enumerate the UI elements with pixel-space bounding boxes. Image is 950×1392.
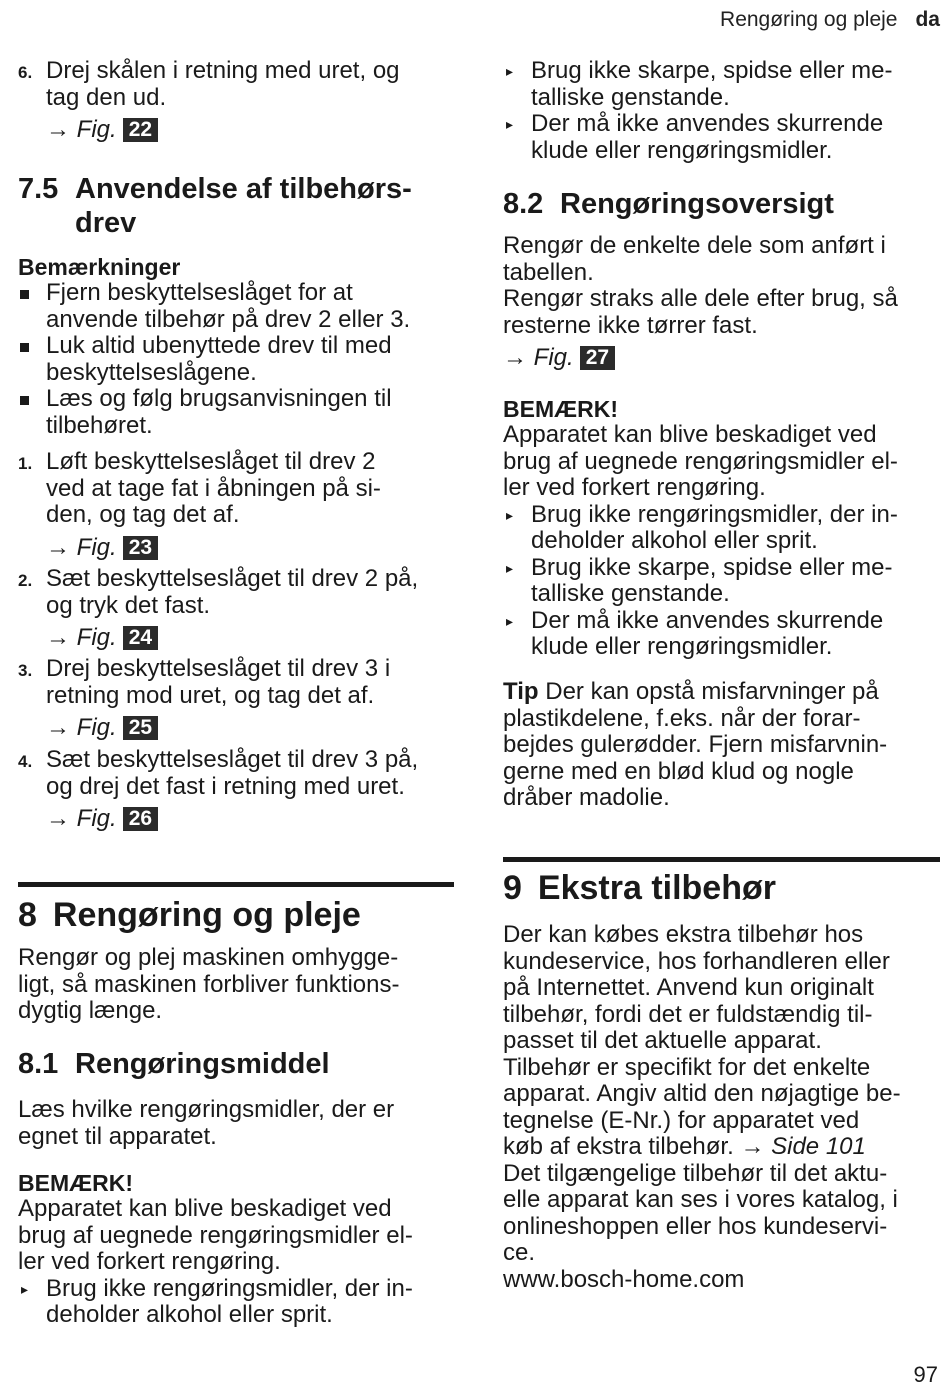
triangle-bullet-icon: ▸ [506, 612, 514, 629]
chapter-9 [503, 857, 940, 1293]
square-bullet-icon [20, 343, 29, 352]
notice-block [18, 1170, 454, 1329]
section-title: Anvendelse af tilbehørs- [75, 173, 412, 205]
tip-label: Tip [503, 678, 539, 705]
chapter-text: Der kan købes ekstra tilbehør hos kundeservice, hos forhandleren eller på Internettet. Anvend kun originalt tilbehør, fordi det er fuldstændig til- passet til det aktuelle apparat. Tilbehør er specifikt for det enkelte apparat. Angiv altid den nøjagtige be- tegnelse (E-Nr.) for apparatet ved køb af ekstra tilbehør. → Side 101 Det tilgængelige tilbehør til det aktu- elle apparat kan ses i vores katalog, i onlineshoppen eller hos kundeservi- ce. www.bosch-home.com [503, 921, 901, 1293]
step-number: 6. [18, 63, 33, 82]
fig-label: Fig. [76, 116, 117, 143]
arrow-right-icon: → [503, 344, 527, 371]
triangle-bullet-icon: ▸ [21, 1280, 29, 1297]
arrow-right-icon: → [740, 1133, 765, 1160]
section-number: 8.2 [503, 188, 544, 220]
figure-reference: → Fig. 26 [46, 806, 454, 833]
triangle-bullet-icon: ▸ [506, 116, 514, 132]
step-3: 3. Drej beskyttelseslåget til drev 3 i retning mod uret, og tag det af. → Fig. 25 [18, 656, 454, 742]
square-bullet-icon [20, 290, 29, 299]
triangle-bullet-icon: ▸ [506, 63, 514, 79]
notice-bullet: ▸ Der må ikke anvendes skurrende klude eller rengøringsmidler. [506, 606, 884, 660]
page-number: 97 [913, 1362, 938, 1387]
arrow-right-icon: → [46, 805, 70, 832]
step-2: 2. Sæt beskyttelseslåget til drev 2 på, og tryk det fast. → Fig. 24 [18, 566, 454, 652]
step-text: tag den ud. [46, 83, 167, 111]
bullet-item: ▸ Der må ikke anvendes skurrende klude eller rengøringsmidler. [506, 110, 884, 164]
notice-bullet: ▸ Brug ikke rengøringsmidler, der in- deholder alkohol eller sprit. [21, 1274, 413, 1328]
notice-text: Apparatet kan blive beskadiget ved brug af uegnede rengøringsmidler el- ler ved forkert rengøring. [503, 421, 898, 501]
arrow-right-icon: → [46, 714, 70, 741]
step-4: 4. Sæt beskyttelseslåget til drev 3 på, og drej det fast i retning med uret. → Fig. 26 [18, 747, 454, 833]
figure-reference: → Fig. 24 [46, 625, 454, 652]
notice-bullet: ▸ Brug ikke rengøringsmidler, der in- deholder alkohol eller sprit. [506, 500, 898, 554]
bullet-item: ▸ Brug ikke skarpe, spidse eller me- talliske genstande. [506, 57, 893, 111]
step-6 [18, 58, 454, 144]
step-1: 1. Løft beskyttelseslåget til drev 2 ved at tage fat i åbningen på si- den, og tag det af. → Fig. 23 [18, 449, 454, 561]
notice-label: BEMÆRK! [18, 1170, 133, 1196]
figure-number-badge: 25 [123, 716, 158, 740]
step-text: Drej skålen i retning med uret, og [46, 57, 400, 84]
section-title: Rengøringsoversigt [560, 188, 834, 220]
triangle-bullet-icon: ▸ [506, 559, 514, 576]
tip-block: Tip Der kan opstå misfarvninger på plastikdelene, f.eks. når der forar- bejdes gulerødder. Fjern misfarvnin- gerne med en blød klud og nogle dråber madolie. [503, 678, 888, 811]
notes-block [18, 254, 454, 439]
figure-number-badge: 27 [580, 346, 615, 370]
note-item: Læs og følg brugsanvisningen til tilbehøret. [18, 386, 454, 439]
step-number: 1. [18, 454, 33, 473]
notice-block [503, 396, 940, 661]
note-item: Fjern beskyttelseslåget for at anvende tilbehør på drev 2 eller 3. [18, 280, 454, 333]
chapter-rule [18, 882, 454, 887]
figure-reference: → Fig. 23 [46, 535, 454, 562]
header-language-code: da [915, 8, 940, 31]
step-number: 2. [18, 571, 33, 590]
step-number: 4. [18, 752, 33, 771]
section-7-5-heading [18, 172, 454, 240]
chapter-title: Ekstra tilbehør [537, 869, 776, 907]
header-section-title: Rengøring og pleje [720, 8, 898, 31]
chapter-title: Rengøring og pleje [52, 896, 361, 934]
section-number: 8.1 [18, 1048, 59, 1080]
chapter-8 [18, 882, 454, 1025]
section-title: drev [75, 207, 137, 239]
triangle-bullet-icon: ▸ [506, 506, 514, 523]
chapter-intro: Rengør og plej maskinen omhygge- ligt, så maskinen forbliver funktions- dygtig længe. [18, 944, 400, 1024]
square-bullet-icon [20, 396, 29, 405]
note-item: Luk altid ubenyttede drev til med beskyttelseslågene. [18, 333, 454, 386]
arrow-right-icon: → [46, 624, 70, 651]
page-reference-link[interactable]: Side 101 [771, 1133, 866, 1160]
step-number: 3. [18, 661, 33, 680]
section-text: Læs hvilke rengøringsmidler, der er egnet til apparatet. [18, 1096, 395, 1150]
arrow-right-icon: → [46, 116, 70, 143]
notes-list [18, 280, 454, 439]
figure-reference: → Fig. 27 [503, 345, 940, 372]
website-link[interactable]: www.bosch-home.com [503, 1265, 745, 1293]
figure-number-badge: 23 [123, 536, 158, 560]
top-bullets [503, 58, 940, 164]
section-title: Rengøringsmiddel [75, 1048, 330, 1080]
notice-bullet: ▸ Brug ikke skarpe, spidse eller me- talliske genstande. [506, 553, 893, 607]
chapter-number: 8 [18, 896, 37, 934]
notes-label: Bemærkninger [18, 254, 181, 280]
arrow-right-icon: → [46, 533, 70, 561]
section-number: 7.5 [18, 173, 59, 205]
figure-number-badge: 24 [123, 626, 158, 650]
chapter-rule [503, 857, 940, 862]
figure-reference: → Fig. 25 [46, 715, 454, 742]
notice-label: BEMÆRK! [503, 396, 618, 422]
figure-reference [46, 117, 454, 144]
chapter-number: 9 [503, 869, 522, 907]
section-8-1 [18, 1047, 454, 1150]
notice-text: Apparatet kan blive beskadiget ved brug af uegnede rengøringsmidler el- ler ved forkert rengøring. [18, 1195, 413, 1275]
section-text: Rengør de enkelte dele som anført i tabellen. Rengør straks alle dele efter brug, så resterne ikke tørrer fast. [503, 232, 898, 339]
running-header [720, 8, 940, 32]
figure-number-badge: 26 [123, 807, 158, 831]
section-8-2 [503, 187, 940, 372]
figure-number-badge: 22 [123, 118, 158, 142]
